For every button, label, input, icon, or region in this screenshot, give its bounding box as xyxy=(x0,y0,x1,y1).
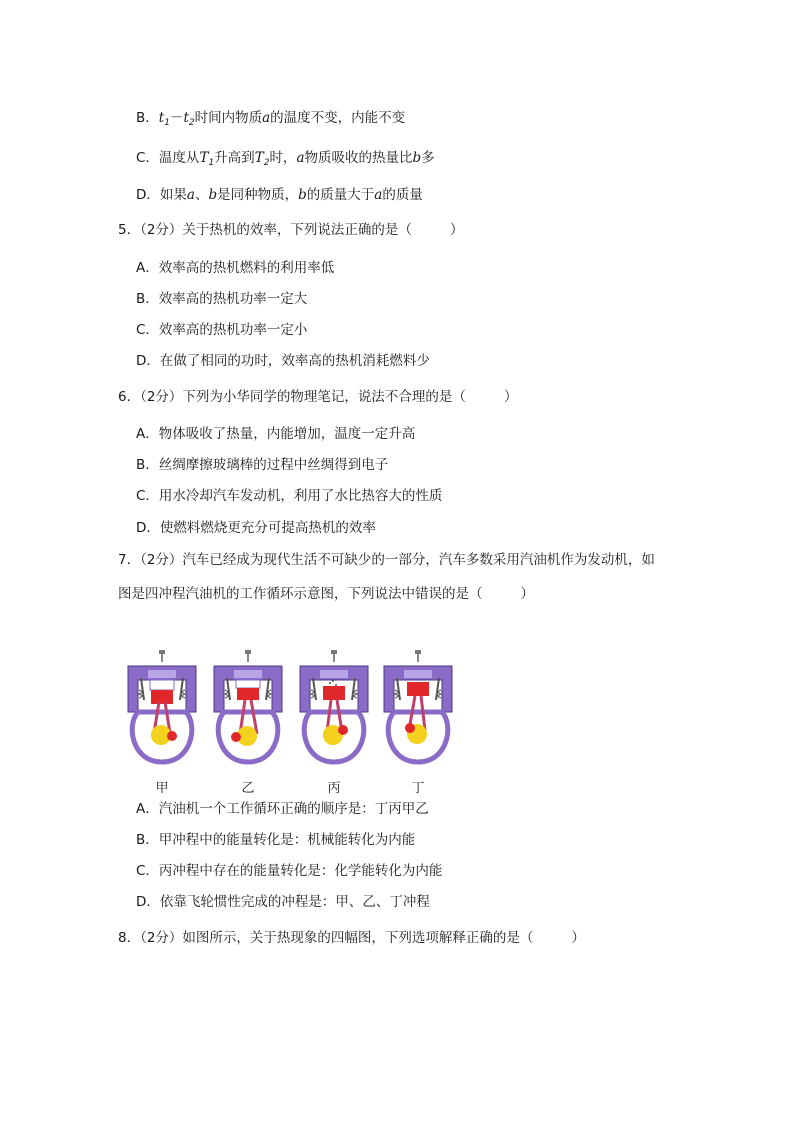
question-text: 图是四冲程汽油机的工作循环示意图，下列说法中错误的是（ xyxy=(118,586,483,602)
q7-option-a: A．汽油机一个工作循环正确的顺序是：丁丙甲乙 xyxy=(136,801,429,817)
a-symbol: a xyxy=(262,110,271,126)
option-text: 多 xyxy=(421,150,435,166)
close-paren: ） xyxy=(520,586,534,602)
option-text: 的质量 xyxy=(382,187,423,203)
q5-option-a: A．效率高的热机燃料的利用率低 xyxy=(136,260,335,276)
q7-option-b: B．甲冲程中的能量转化是：机械能转化为内能 xyxy=(136,832,416,848)
b-symbol: b xyxy=(298,187,307,203)
q5-option-b: B．效率高的热机功率一定大 xyxy=(136,291,308,307)
close-paren: ） xyxy=(503,389,518,405)
figure-label-yi: 乙 xyxy=(241,781,255,796)
option-text: 的温度不变，内能不变 xyxy=(270,110,406,126)
question-text: 8．（2分）如图所示，关于热现象的四幅图，下列选项解释正确的是（ xyxy=(118,930,534,946)
t1-symbol: t xyxy=(158,110,165,126)
question-text: 6．（2分）下列为小华同学的物理笔记，说法不合理的是（ xyxy=(118,389,466,405)
option-text: 时， xyxy=(269,150,297,166)
t2-subscript: 2 xyxy=(188,118,195,128)
T1-symbol: T xyxy=(199,150,209,166)
engine-diagram-ding xyxy=(380,650,456,765)
a-symbol: a xyxy=(296,150,305,166)
close-paren: ） xyxy=(571,930,585,946)
q5-option-d: D．在做了相同的功时，效率高的热机消耗燃料少 xyxy=(136,353,430,369)
option-text: 是同种物质， xyxy=(217,187,299,203)
option-prefix: B． xyxy=(136,110,159,126)
T2-subscript: 2 xyxy=(263,158,270,168)
t2-symbol: t xyxy=(183,110,189,126)
figure-label-bing: 丙 xyxy=(327,781,341,796)
option-text: 时间内物质 xyxy=(194,110,263,126)
a-symbol: a xyxy=(374,187,383,203)
q7-option-c: C．丙冲程中存在的能量转化是：化学能转化为内能 xyxy=(136,863,443,879)
b-symbol: b xyxy=(412,150,422,166)
t1-subscript: 1 xyxy=(164,118,170,128)
option-text: 的质量大于 xyxy=(306,187,375,203)
engine-diagram-jia xyxy=(124,650,200,765)
q4-option-c xyxy=(136,148,435,173)
engine-diagram-bing xyxy=(296,650,372,765)
question-text: 5．（2分）关于热机的效率，下列说法正确的是（ xyxy=(118,222,412,238)
option-text: C．温度从 xyxy=(136,150,200,166)
q4-option-b xyxy=(136,108,405,133)
q6-stem xyxy=(118,387,517,407)
q5-stem xyxy=(118,220,463,240)
figure-label-ding: 丁 xyxy=(411,781,425,796)
q6-option-a: A．物体吸收了热量，内能增加，温度一定升高 xyxy=(136,426,416,442)
q7-option-d: D．依靠飞轮惯性完成的冲程是：甲、乙、丁冲程 xyxy=(136,894,430,910)
close-paren: ） xyxy=(449,222,464,238)
q5-option-c: C．效率高的热机功率一定小 xyxy=(136,322,308,338)
separator: 、 xyxy=(194,187,209,203)
engine-diagram-yi xyxy=(210,650,286,765)
q6-option-c: C．用水冷却汽车发动机，利用了水比热容大的性质 xyxy=(136,488,443,504)
option-text: 物质吸收的热量比 xyxy=(304,150,413,166)
figure-label-jia: 甲 xyxy=(155,781,169,796)
q4-option-d xyxy=(136,185,423,205)
T2-symbol: T xyxy=(254,150,264,166)
minus-sign: － xyxy=(169,110,184,126)
a-symbol: a xyxy=(186,187,195,203)
q7-stem-line1: 7．（2分）汽车已经成为现代生活不可缺少的一部分，汽车多数采用汽油机作为发动机，如 xyxy=(118,552,655,568)
T1-subscript: 1 xyxy=(208,158,215,168)
q8-stem xyxy=(118,928,585,948)
b-symbol: b xyxy=(208,187,218,203)
option-text: 升高到 xyxy=(214,150,255,166)
option-text: D．如果 xyxy=(136,187,187,203)
four-stroke-engine-figure xyxy=(118,650,458,800)
q6-option-d: D．使燃料燃烧更充分可提高热机的效率 xyxy=(136,520,376,536)
q7-stem-line2 xyxy=(118,584,534,604)
q6-option-b: B．丝绸摩擦玻璃棒的过程中丝绸得到电子 xyxy=(136,457,389,473)
